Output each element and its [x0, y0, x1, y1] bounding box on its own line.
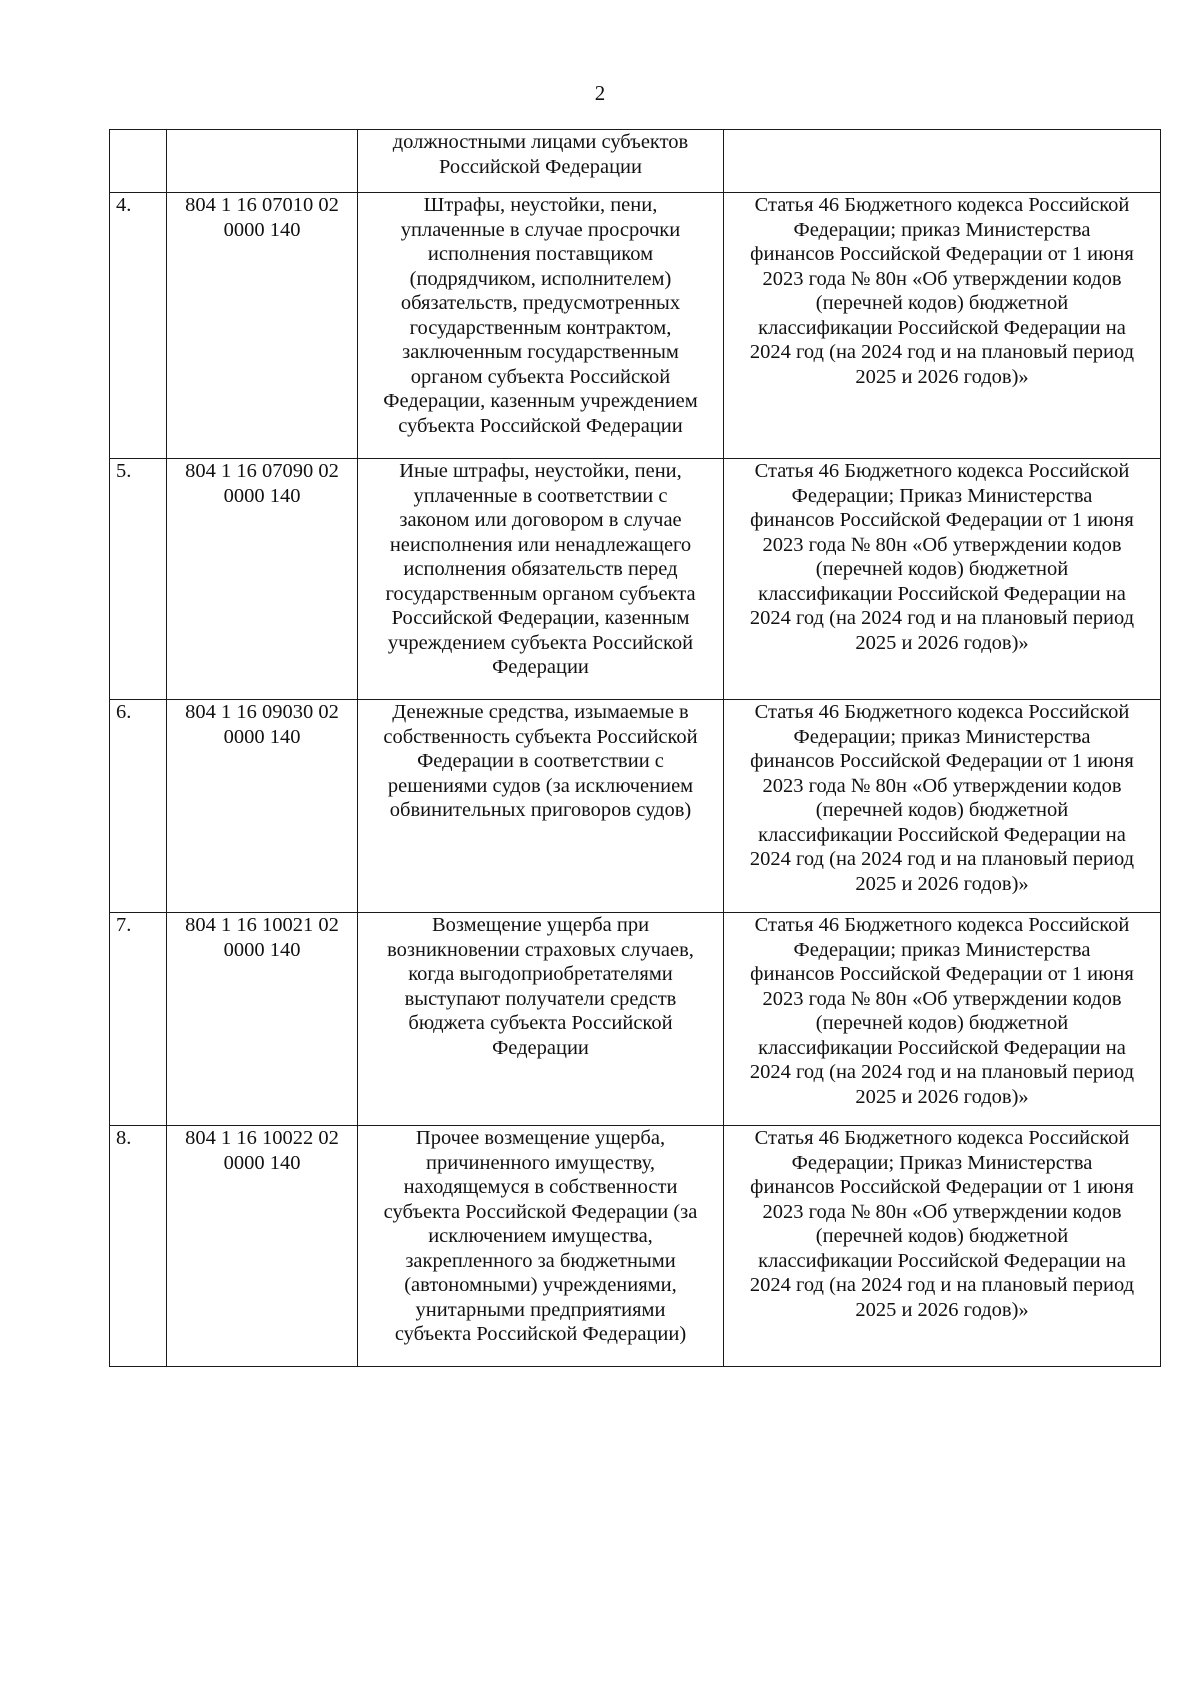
name-line: закрепленного за бюджетными	[405, 1249, 676, 1272]
basis-line: 2024 год (на 2024 год и на плановый период	[749, 607, 1135, 629]
name-line: Федерации, казенным учреждением	[383, 390, 698, 412]
row-number: 7.	[116, 914, 132, 936]
name-line: субъекта Российской Федерации)	[394, 1323, 687, 1345]
code-line: 804 1 16 10021 02	[185, 914, 339, 936]
name-line: решениями судов (за исключением	[387, 774, 694, 797]
basis-line: классификации Российской Федерации на	[758, 316, 1126, 339]
cell-basis	[724, 130, 1161, 193]
basis-line: финансов Российской Федерации от 1 июня	[750, 750, 1134, 772]
basis-line: 2024 год (на 2024 год и на плановый период	[749, 1274, 1135, 1296]
basis-line: классификации Российской Федерации на	[758, 1036, 1126, 1059]
code-line: 0000 140	[223, 484, 301, 507]
cell-name	[358, 700, 724, 913]
name-line: уплаченные в случае просрочки	[400, 218, 681, 241]
name-line: Федерации	[492, 656, 589, 678]
basis-line: 2024 год (на 2024 год и на плановый период	[749, 1061, 1135, 1083]
cell-code	[167, 459, 358, 700]
name-line: собственность субъекта Российской	[383, 725, 698, 748]
name-line: выступают получатели средств	[404, 987, 677, 1010]
table-row	[110, 913, 1161, 1126]
name-line: исполнения поставщиком	[427, 243, 654, 265]
name-line: исключением имущества,	[428, 1225, 653, 1247]
cell-name	[358, 130, 724, 193]
name-line: Федерации в соответствии с	[417, 750, 664, 772]
name-line: субъекта Российской Федерации (за	[383, 1200, 698, 1223]
cell-name	[358, 913, 724, 1126]
name-line: должностными лицами субъектов	[392, 131, 689, 153]
name-line: Иные штрафы, неустойки, пени,	[399, 460, 682, 482]
basis-line: 2023 года № 80н «Об утверждении кодов	[762, 1200, 1122, 1223]
cell-name	[358, 1126, 724, 1367]
cell-basis	[724, 913, 1161, 1126]
code-line: 804 1 16 10022 02	[185, 1127, 339, 1149]
name-line: причиненного имуществу,	[426, 1151, 655, 1174]
cell-basis	[724, 193, 1161, 459]
basis-line: финансов Российской Федерации от 1 июня	[750, 243, 1134, 265]
basis-line: 2023 года № 80н «Об утверждении кодов	[762, 267, 1122, 290]
name-line: Прочее возмещение ущерба,	[415, 1127, 666, 1149]
table-row	[110, 193, 1161, 459]
name-line: (автономными) учреждениями,	[404, 1274, 677, 1296]
name-line: Федерации	[492, 1036, 589, 1059]
name-line: унитарными предприятиями	[415, 1298, 666, 1321]
basis-line: Статья 46 Бюджетного кодекса Российской	[754, 701, 1130, 723]
cell-number	[110, 130, 167, 193]
basis-line: (перечней кодов) бюджетной	[815, 799, 1069, 821]
row-number: 4.	[116, 194, 132, 216]
basis-line: финансов Российской Федерации от 1 июня	[750, 1176, 1134, 1198]
basis-line: 2025 и 2026 годов)»	[855, 1298, 1029, 1321]
name-line: субъекта Российской Федерации	[398, 414, 683, 437]
basis-line: классификации Российской Федерации на	[758, 1249, 1126, 1272]
revenue-codes-table	[109, 129, 1161, 1367]
basis-line: 2025 и 2026 годов)»	[855, 872, 1029, 895]
cell-code	[167, 130, 358, 193]
basis-line: Федерации; Приказ Министерства	[791, 484, 1093, 507]
basis-line: (перечней кодов) бюджетной	[815, 292, 1069, 314]
basis-line: Федерации; приказ Министерства	[793, 938, 1091, 961]
name-line: законом или договором в случае	[399, 509, 682, 531]
basis-line: 2025 и 2026 годов)»	[855, 365, 1029, 388]
cell-basis	[724, 1126, 1161, 1367]
basis-line: 2023 года № 80н «Об утверждении кодов	[762, 774, 1122, 797]
table-row	[110, 459, 1161, 700]
row-number: 6.	[116, 701, 132, 723]
cell-code	[167, 700, 358, 913]
cell-number	[110, 459, 167, 700]
cell-name	[358, 459, 724, 700]
cell-name	[358, 193, 724, 459]
cell-code	[167, 913, 358, 1126]
name-line: Российской Федерации	[439, 155, 642, 178]
code-line: 804 1 16 07010 02	[185, 194, 339, 216]
basis-line: Статья 46 Бюджетного кодекса Российской	[754, 1127, 1130, 1149]
cell-code	[167, 1126, 358, 1367]
code-line: 804 1 16 09030 02	[185, 701, 339, 723]
basis-line: (перечней кодов) бюджетной	[815, 1225, 1069, 1247]
code-line: 0000 140	[223, 1151, 301, 1174]
basis-line: финансов Российской Федерации от 1 июня	[750, 963, 1134, 985]
basis-line: 2023 года № 80н «Об утверждении кодов	[762, 533, 1122, 556]
cell-basis	[724, 700, 1161, 913]
name-line: органом субъекта Российской	[410, 365, 671, 388]
basis-line: 2024 год (на 2024 год и на плановый период	[749, 341, 1135, 363]
name-line: (подрядчиком, исполнителем)	[409, 267, 672, 290]
name-line: учреждением субъекта Российской	[387, 631, 694, 654]
basis-line: Федерации; Приказ Министерства	[791, 1151, 1093, 1174]
name-line: возникновении страховых случаев,	[387, 938, 694, 961]
basis-line: финансов Российской Федерации от 1 июня	[750, 509, 1134, 531]
row-number: 5.	[116, 460, 132, 482]
name-line: исполнения обязательств перед	[403, 558, 678, 580]
basis-line: Статья 46 Бюджетного кодекса Российской	[754, 194, 1130, 216]
name-line: государственным контрактом,	[409, 316, 672, 339]
cell-code	[167, 193, 358, 459]
name-line: обвинительных приговоров судов)	[389, 799, 692, 821]
basis-line: Статья 46 Бюджетного кодекса Российской	[754, 914, 1130, 936]
cell-number	[110, 193, 167, 459]
cell-basis	[724, 459, 1161, 700]
row-number: 8.	[116, 1127, 132, 1149]
basis-line: классификации Российской Федерации на	[758, 582, 1126, 605]
table-row-continuation	[110, 130, 1161, 193]
basis-line: классификации Российской Федерации на	[758, 823, 1126, 846]
basis-line: Федерации; приказ Министерства	[793, 218, 1091, 241]
basis-line: 2024 год (на 2024 год и на плановый период	[749, 848, 1135, 870]
page-number: 2	[594, 81, 606, 105]
basis-line: 2023 года № 80н «Об утверждении кодов	[762, 987, 1122, 1010]
cell-number	[110, 700, 167, 913]
name-line: уплаченные в соответствии с	[413, 484, 668, 507]
name-line: Российской Федерации, казенным	[391, 607, 690, 629]
name-line: неисполнения или ненадлежащего	[389, 533, 692, 556]
name-line: Штрафы, неустойки, пени,	[423, 194, 658, 216]
name-line: обязательств, предусмотренных	[400, 292, 681, 314]
code-line: 0000 140	[223, 218, 301, 241]
cell-number	[110, 1126, 167, 1367]
name-line: бюджета субъекта Российской	[408, 1012, 673, 1034]
basis-line: (перечней кодов) бюджетной	[815, 1012, 1069, 1034]
name-line: государственным органом субъекта	[385, 582, 696, 605]
basis-line: Федерации; приказ Министерства	[793, 725, 1091, 748]
name-line: заключенным государственным	[402, 341, 679, 363]
basis-line: 2025 и 2026 годов)»	[855, 1085, 1029, 1108]
name-line: Денежные средства, изымаемые в	[392, 701, 689, 723]
basis-line: (перечней кодов) бюджетной	[815, 558, 1069, 580]
name-line: находящемуся в собственности	[403, 1176, 678, 1198]
basis-line: Статья 46 Бюджетного кодекса Российской	[754, 460, 1130, 482]
cell-number	[110, 913, 167, 1126]
code-line: 804 1 16 07090 02	[185, 460, 339, 482]
code-line: 0000 140	[223, 938, 301, 961]
basis-line: 2025 и 2026 годов)»	[855, 631, 1029, 654]
table-row	[110, 700, 1161, 913]
name-line: Возмещение ущерба при	[431, 914, 650, 936]
table-row	[110, 1126, 1161, 1367]
code-line: 0000 140	[223, 725, 301, 748]
name-line: когда выгодоприобретателями	[408, 963, 673, 985]
